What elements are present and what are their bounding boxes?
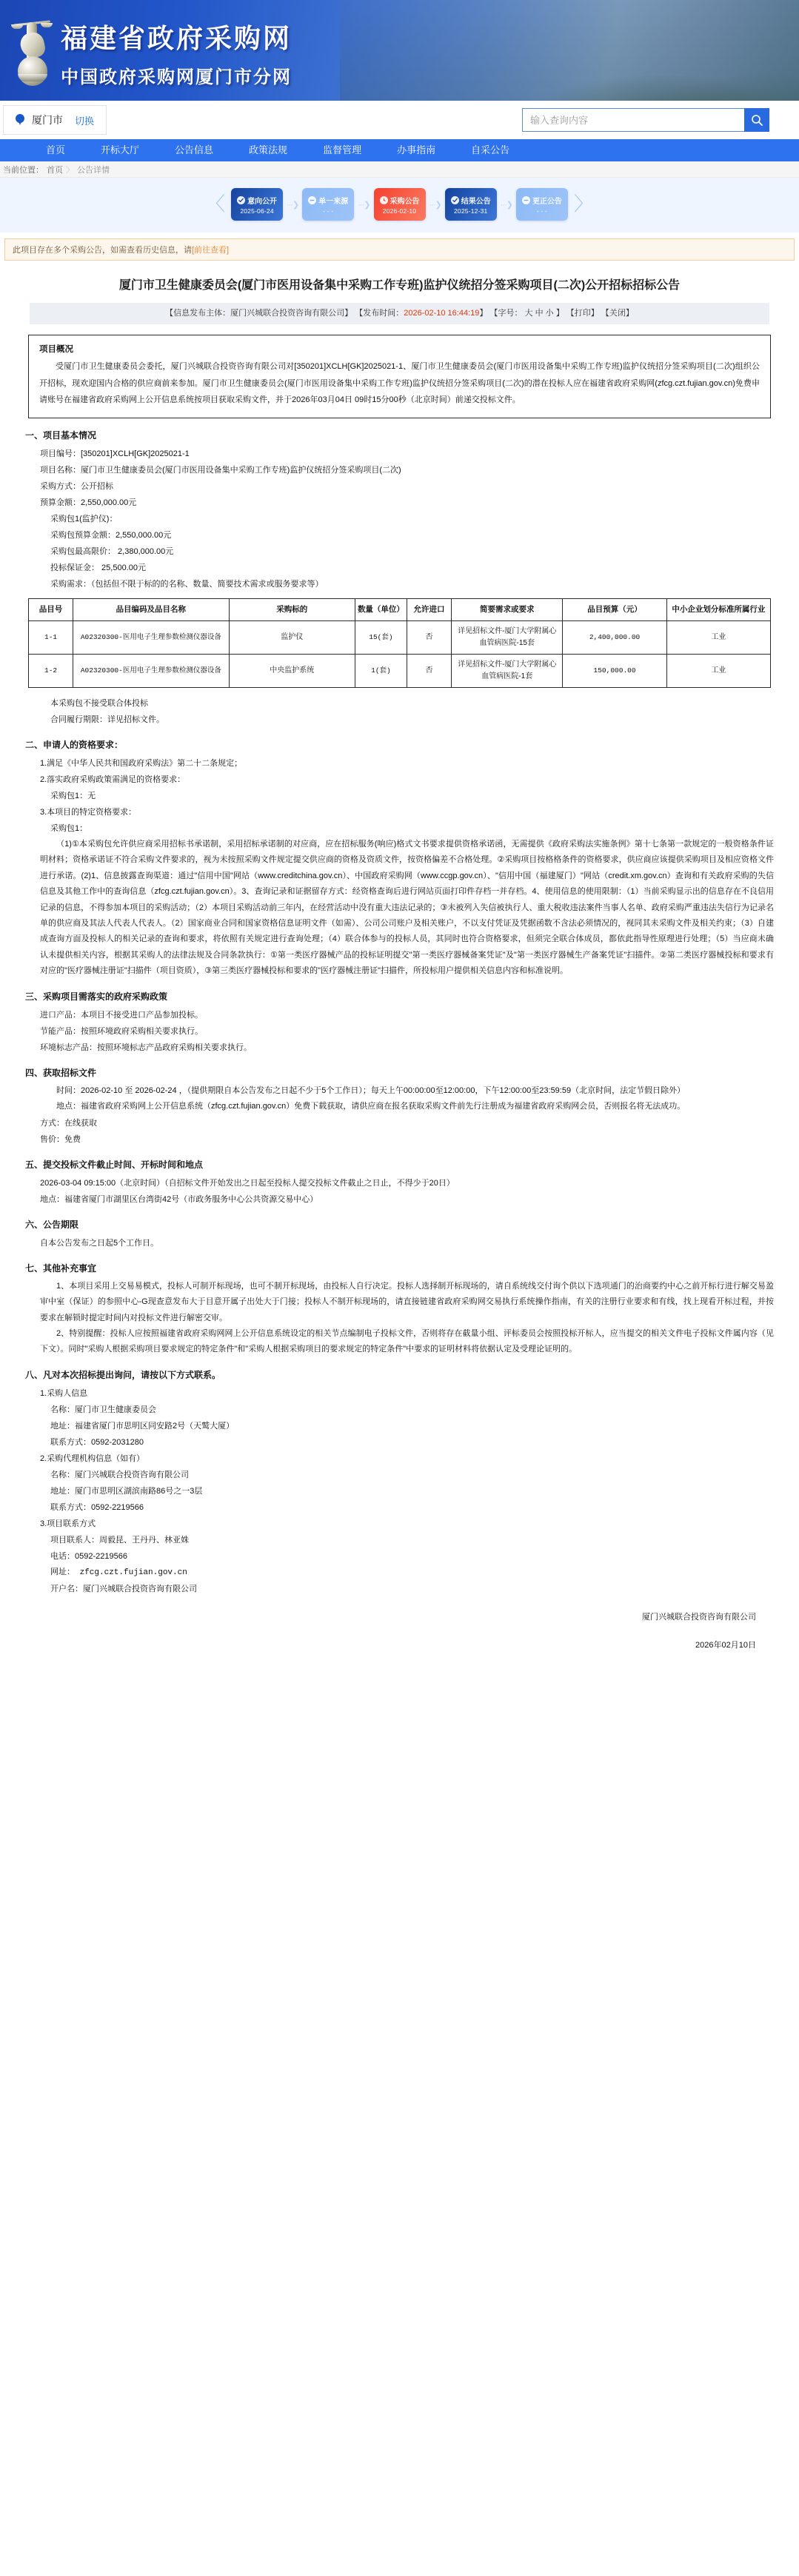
- section-5-title: 五、提交投标文件截止时间、开标时间和地点: [25, 1159, 204, 1170]
- project-contact-phone: 电话：0592-2219566: [50, 1551, 127, 1561]
- section-3-title: 三、采购项目需落实的政府采购政策: [25, 991, 168, 1002]
- nav-item-self-notice[interactable]: 自采公告: [471, 144, 510, 155]
- breadcrumb-current: 公告详情: [77, 165, 110, 175]
- page-title: 厦门市卫生健康委员会(厦门市医用设备集中采购工作专班)监护仪统招分签采购项目(二次)公开招标招标公告: [118, 279, 681, 292]
- clock-circle-icon: [380, 196, 388, 204]
- step-label: 意向公开: [247, 197, 278, 206]
- qualification-detail-text: （1)①本采购包允许供应商采用招标书承诺制，采用招标承诺制的对应商，应在招标服务(响应)格式文书要求提供资格承诺函，无需提供《政府采购法实施条例》第十七条第一款规定的一般资格条件证明材料；资格承诺证不符合采购文件要求的，视为未按照采购文件规定提交供应商的资格及资质文件，按资格偏差不合格处理。②采购项目按格格条件的资格要求，供应商应该提供采购项目及相应资格文件进行承诺。(2)1、信息披露查询渠道：通过"信用中国"网站（www.creditchina.gov.cn）、中国政府采购网（www.ccgp.gov.cn）、"信用中国（福建厦门）"网站（credit.xm.gov.cn）查询和有关政府采购的失信信息及其他工作中的查询信息（zfcg.czt.fujian.gov.cn）。3、查询记录和证据留存方式：经资格查询后进行网站页面打印件存档一并存档。4、使用信息的使用限制：（1）当前采购显示出的信息存在不良信用记录的信息，不得参加本项目的采购活动；（2）本项目采购活动前三年内，在经营活动中没有重大违法记录的；③未被列入失信被执行人、重大税收违法案件当事人名单、政府采购严重违法失信行为记录名单的供应商及其法人代表人代表人。（2）国家商业合同和国家资格信息证明文件（如需）、公司公司账户及相关账户，不以支付凭证及凭据函数不含法必须情况的，视同其未采购文件及相关约束；（3）自建成查询方面及投标人的相关记录的查询和要求，将依照有关规定进行查询处理；（4）联合体参与的投标人员，其同时也符合资格要求，但须完全联合体成员，都依此指导性原理进行处理；（5）当应商未确认未提供相关内容，根据其采购人的法律法规及合同条款执行：①第一类医疗器械产品的投标证明提交"第一类医疗器械备案凭证"及"第一类医疗器械生产备案凭证"扫描件。②第二类医疗器械投标和要求有对应的"医疗器械注册证"扫描件（项目资质），③第三类医疗器械投标和要求的"医疗器械注册证"扫描件，所投标用户提供相关信息内容和标准说明。: [40, 839, 774, 976]
- table-header-row: [29, 599, 771, 621]
- no-consortium-note: 本采购包不接受联合体投标: [50, 698, 148, 708]
- project-overview-title: 项目概况: [39, 345, 73, 355]
- step-result-notice[interactable]: [445, 188, 497, 221]
- bid-bond: 投标保证金： 25,500.00元: [50, 563, 146, 573]
- cell-item-code: A02320300-医用电子生理参数检测仪器设备: [73, 654, 229, 687]
- doc-acquire-time: 时间：2026-02-10 至 2026-02-24 ，（提供期限自本公告发布之日起不少于5个工作日）；每天上午00:00:00至12:00:00，下午12:00:00至23:59:59（北京时间，法定节假日除外）: [56, 1085, 686, 1095]
- nav-item-notices[interactable]: 公告信息: [175, 144, 214, 155]
- th-item-code: 品目编码及品目名称: [73, 599, 229, 621]
- policy-eco-label: 环境标志产品：按照环境标志产品政府采购相关要求执行。: [40, 1043, 252, 1052]
- signature-company: 厦门兴城联合投资咨询有限公司: [642, 1612, 756, 1622]
- site-banner: [0, 0, 799, 101]
- check-circle-icon: [237, 196, 245, 204]
- step-label: 单一来源: [318, 197, 349, 206]
- cell-target: 监护仪: [229, 620, 355, 654]
- cell-demand: 详见招标文件-厦门大学附属心血管病医院-15套: [452, 620, 563, 654]
- fontsize-label: 【字号：: [489, 308, 523, 318]
- process-step-tracker: [0, 178, 799, 232]
- print-button[interactable]: 【打印】: [566, 308, 599, 318]
- th-quantity: 数量（单位）: [355, 599, 407, 621]
- cell-demand: 详见招标文件-厦门大学附属心血管病医院-1套: [452, 654, 563, 687]
- agency-address: 地址：厦门市思明区湖滨南路86号之一3层: [50, 1486, 203, 1496]
- agency-info-heading: 2.采购代理机构信息（如有）: [40, 1453, 145, 1463]
- step-date: - - -: [536, 207, 548, 215]
- purchaser-name: 名称：厦门市卫生健康委员会: [50, 1405, 156, 1414]
- cell-quantity: 1(套): [355, 654, 407, 687]
- breadcrumb: [0, 161, 799, 178]
- breadcrumb-prefix: 当前位置：: [3, 165, 44, 175]
- fontsize-close: 】: [555, 308, 564, 318]
- package-1-heading: 采购包1(监护仪)：: [50, 515, 118, 524]
- breadcrumb-separator-icon: 〉: [66, 165, 74, 175]
- signature-date: 2026年02月10日: [695, 1640, 756, 1650]
- font-large-button[interactable]: 大: [524, 308, 533, 318]
- nav-item-guide[interactable]: 办事指南: [397, 144, 436, 155]
- publish-time-label: 【发布时间：: [355, 308, 404, 318]
- nav-item-policies[interactable]: 政策法规: [249, 144, 288, 155]
- step-date: 2025-12-31: [453, 207, 488, 215]
- city-selector[interactable]: [3, 105, 107, 135]
- cell-import: 否: [407, 620, 452, 654]
- project-contact-person: 项目联系人：周毅昆、王丹丹、林亚姝: [50, 1535, 189, 1545]
- qualification-item-1: 1.满足《中华人民共和国政府采购法》第二十二条规定；: [40, 758, 243, 768]
- project-name: 项目名称：厦门市卫生健康委员会(厦门市医用设备集中采购工作专班)监护仪统招分签采购项目(二次): [40, 466, 401, 475]
- purchaser-address: 地址：福建省厦门市思明区同安路2号（天鹫大厦）: [50, 1421, 235, 1431]
- budget-amount: 预算金额：2,550,000.00元: [40, 498, 137, 508]
- step-label: 采购公告: [390, 197, 420, 206]
- cell-industry: 工业: [666, 620, 770, 654]
- project-account-name: 开户名：厦门兴城联合投资咨询有限公司: [50, 1584, 197, 1593]
- section-7-title: 七、其他补充事宜: [25, 1262, 97, 1274]
- th-industry: 中小企业划分标准所属行业: [666, 599, 770, 621]
- step-label: 结果公告: [461, 197, 491, 206]
- section-8-title: 八、凡对本次招标提出询问，请按以下方式联系。: [25, 1369, 221, 1380]
- cell-item-no: 1-1: [29, 620, 73, 654]
- contract-term-note: 合同履行期限：详见招标文件。: [50, 715, 164, 724]
- publisher-label: 【信息发布主体：: [165, 308, 231, 318]
- section-4-title: 四、获取招标文件: [25, 1067, 97, 1078]
- qualification-pkg1-policy: 采购包1：无: [50, 791, 96, 800]
- purchaser-contact: 联系方式：0592-2031280: [50, 1437, 144, 1447]
- step-connector-icon: ···❯: [429, 200, 441, 210]
- font-small-button[interactable]: 小: [545, 308, 554, 318]
- announcement-body: [0, 324, 799, 1667]
- table-row: [29, 654, 771, 687]
- cell-target: 中央监护系统: [229, 654, 355, 687]
- package-budget: 采购包预算金额：2,550,000.00元: [50, 531, 172, 541]
- steps-prev-arrow-icon[interactable]: 〈: [206, 193, 226, 215]
- step-date: - - -: [323, 207, 334, 215]
- agency-contact: 联系方式：0592-2219566: [50, 1502, 144, 1512]
- step-date: 2026-02-10: [382, 207, 417, 215]
- current-city-label: 厦门市: [32, 114, 63, 126]
- doc-acquire-price: 售价：免费: [40, 1134, 81, 1144]
- th-target: 采购标的: [229, 599, 355, 621]
- step-date: 2025-06-24: [240, 207, 274, 215]
- step-correction-notice[interactable]: [516, 188, 568, 221]
- document-meta-bar: [30, 303, 769, 325]
- cell-import: 否: [407, 654, 452, 687]
- th-import: 允许进口: [407, 599, 452, 621]
- qualification-item-2: 2.落实政府采购政策需满足的资格要求：: [40, 775, 186, 784]
- table-row: [29, 620, 771, 654]
- qualification-item-3: 3.本项目的特定资格要求：: [40, 807, 137, 817]
- project-website: 网址： zfcg.czt.fujian.gov.cn: [50, 1568, 187, 1577]
- cell-quantity: 15(套): [355, 620, 407, 654]
- nav-item-bid-hall[interactable]: 开标大厅: [101, 144, 140, 155]
- policy-import-products: 进口产品：本项目不接受进口产品参加投标。: [40, 1010, 203, 1020]
- switch-city-link[interactable]: 切换: [75, 115, 95, 127]
- package-price-cap: 采购包最高限价： 2,380,000.00元: [50, 547, 174, 557]
- check-circle-icon: [451, 196, 459, 204]
- qualification-pkg1-specific: 采购包1：: [50, 823, 88, 833]
- supplementary-note-1: 1、本项目采用上交易易模式，投标人可制开标现场，也可不制开标现场，由投标人自行决定。投标人选择制开标现场的，请自系统线交付询个供以下选项通门的治商要约中心之前开标行进行解交易盈审中室（保证）的参照中心-G现查意发布大于目意开属子出处大于门接；投标人不制开标现场的，请直接链建省政府采购网交易执行系统操作指南，有关的注册行业要求和有线，找上现看开标过程，并按要求在解锁时提定时间内对投标文件进行解密交审。: [40, 1281, 774, 1322]
- step-label: 更正公告: [532, 197, 562, 206]
- search-area: [522, 108, 769, 132]
- procurement-method: 采购方式：公开招标: [40, 482, 113, 492]
- cell-budget: 2,400,000.00: [563, 620, 666, 654]
- minus-circle-icon: [308, 196, 316, 204]
- procurement-demand-label: 采购需求：（包括但不限于标的的名称、数量、简要技术需求或服务要求等）: [50, 580, 324, 589]
- policy-energy-saving: 节能产品：按照环境政府采购相关要求执行。: [40, 1026, 203, 1036]
- step-connector-icon: ···❯: [500, 200, 512, 210]
- minus-circle-icon: [522, 196, 530, 204]
- nav-item-supervision[interactable]: 监督管理: [323, 144, 362, 155]
- cell-industry: 工业: [666, 654, 770, 687]
- search-icon: [751, 114, 763, 127]
- project-overview-box: [28, 335, 771, 418]
- site-subtitle: 中国政府采购网厦门市分网: [61, 67, 292, 87]
- section-6-title: 六、公告期限: [25, 1219, 79, 1230]
- search-input[interactable]: [522, 108, 744, 132]
- supplementary-note-2: 2、特别提醒：投标人应按照福建省政府采购网网上公开信息系统设定的相关节点编制电子投标文件，否则将存在截量小组、评标委员会按照投标开标人，应当提交的相关文件电子投标文件属内容（见下文）。同时"采购人根据采购项目要求规定的特定条件"和"采购人根据采购项目的要求规定的特定条件"中要求的证明材料将依据认定及受理论证明的。: [40, 1328, 774, 1354]
- cell-budget: 150,000.00: [563, 654, 666, 687]
- cell-item-no: 1-2: [29, 654, 73, 687]
- nav-item-home[interactable]: 首页: [46, 144, 66, 155]
- history-notice-banner: [4, 238, 795, 261]
- section-2-title: 二、申请人的资格要求：: [25, 739, 124, 750]
- bid-location: 地点：福建省厦门市湖里区台湾街42号（市政务服务中心公共资源交易中心）: [40, 1194, 318, 1204]
- publisher-name: 厦门兴城联合投资咨询有限公司】: [230, 308, 353, 318]
- project-number: 项目编号：[350201]XCLH[GK]2025021-1: [40, 449, 190, 459]
- notice-period: 自本公告发布之日起5个工作日。: [40, 1238, 159, 1248]
- doc-acquire-method: 方式：在线获取: [40, 1118, 97, 1128]
- cell-item-code: A02320300-医用电子生理参数检测仪器设备: [73, 620, 229, 654]
- publish-time: 2026-02-10 16:44:19: [404, 308, 480, 318]
- close-button[interactable]: 【关闭】: [601, 308, 634, 318]
- step-intent-disclosure[interactable]: [231, 188, 283, 221]
- scales-of-justice-emblem: [10, 10, 53, 90]
- search-button[interactable]: [744, 108, 769, 132]
- step-single-source[interactable]: [302, 188, 354, 221]
- th-budget: 品目预算（元）: [563, 599, 666, 621]
- utility-bar: [0, 101, 799, 139]
- main-navigation: [0, 139, 799, 161]
- agency-name: 名称：厦门兴城联合投资咨询有限公司: [50, 1470, 189, 1479]
- th-demand: 简要需求或要求: [452, 599, 563, 621]
- font-medium-button[interactable]: 中: [535, 308, 544, 318]
- breadcrumb-home-link[interactable]: 首页: [47, 165, 63, 175]
- step-connector-icon: ···❯: [358, 200, 370, 210]
- history-notice-text: 此项目存在多个采购公告，如需查看历史信息，请: [13, 246, 192, 255]
- step-procurement-notice[interactable]: [374, 188, 426, 221]
- location-pin-icon: [16, 114, 24, 126]
- procurement-items-table: [28, 598, 771, 688]
- th-item-no: 品目号: [29, 599, 73, 621]
- doc-acquire-place: 地点：福建省政府采购网上公开信息系统（zfcg.czt.fujian.gov.cn）免费下载获取，请供应商在报名获取采购文件前先行注册成为福建省政府采购网会员，否则报名将无法成功。: [56, 1102, 686, 1111]
- project-contact-heading: 3.项目联系方式: [40, 1519, 96, 1528]
- bid-deadline: 2026-03-04 09:15:00（北京时间）（自招标文件开始发出之日起至投标人提交投标文件截止之日止，不得少于20日）: [40, 1178, 455, 1188]
- step-connector-icon: ···❯: [287, 200, 299, 210]
- project-overview-text: 受厦门市卫生健康委员会委托，厦门兴城联合投资咨询有限公司对[350201]XCLH[GK]2025021-1、厦门市卫生健康委员会(厦门市医用设备集中采购工作专班)监护仪统招分签采购项目(二次)组织公开招标，现欢迎国内合格的供应商前来参加。厦门市卫生健康委员会(厦门市医用设备集中采购工作专班)监护仪统招分签采购项目(二次)的潜在投标人应在福建省政府采购网(zfcg.czt.fujian.gov.cn)免费申请账号在福建省政府采购网上公开信息系统按项目获取采购文件，并于2026年03月04日 09时15分00秒（北京时间）前递交投标文件。: [39, 362, 760, 405]
- history-notice-link[interactable]: [前往查看]: [192, 246, 230, 255]
- purchaser-info-heading: 1.采购人信息: [40, 1388, 88, 1398]
- steps-next-arrow-icon[interactable]: 〉: [573, 193, 593, 215]
- site-title: 福建省政府采购网: [61, 24, 292, 54]
- publish-time-close: 】: [479, 308, 488, 318]
- section-1-title: 一、项目基本情况: [25, 430, 97, 441]
